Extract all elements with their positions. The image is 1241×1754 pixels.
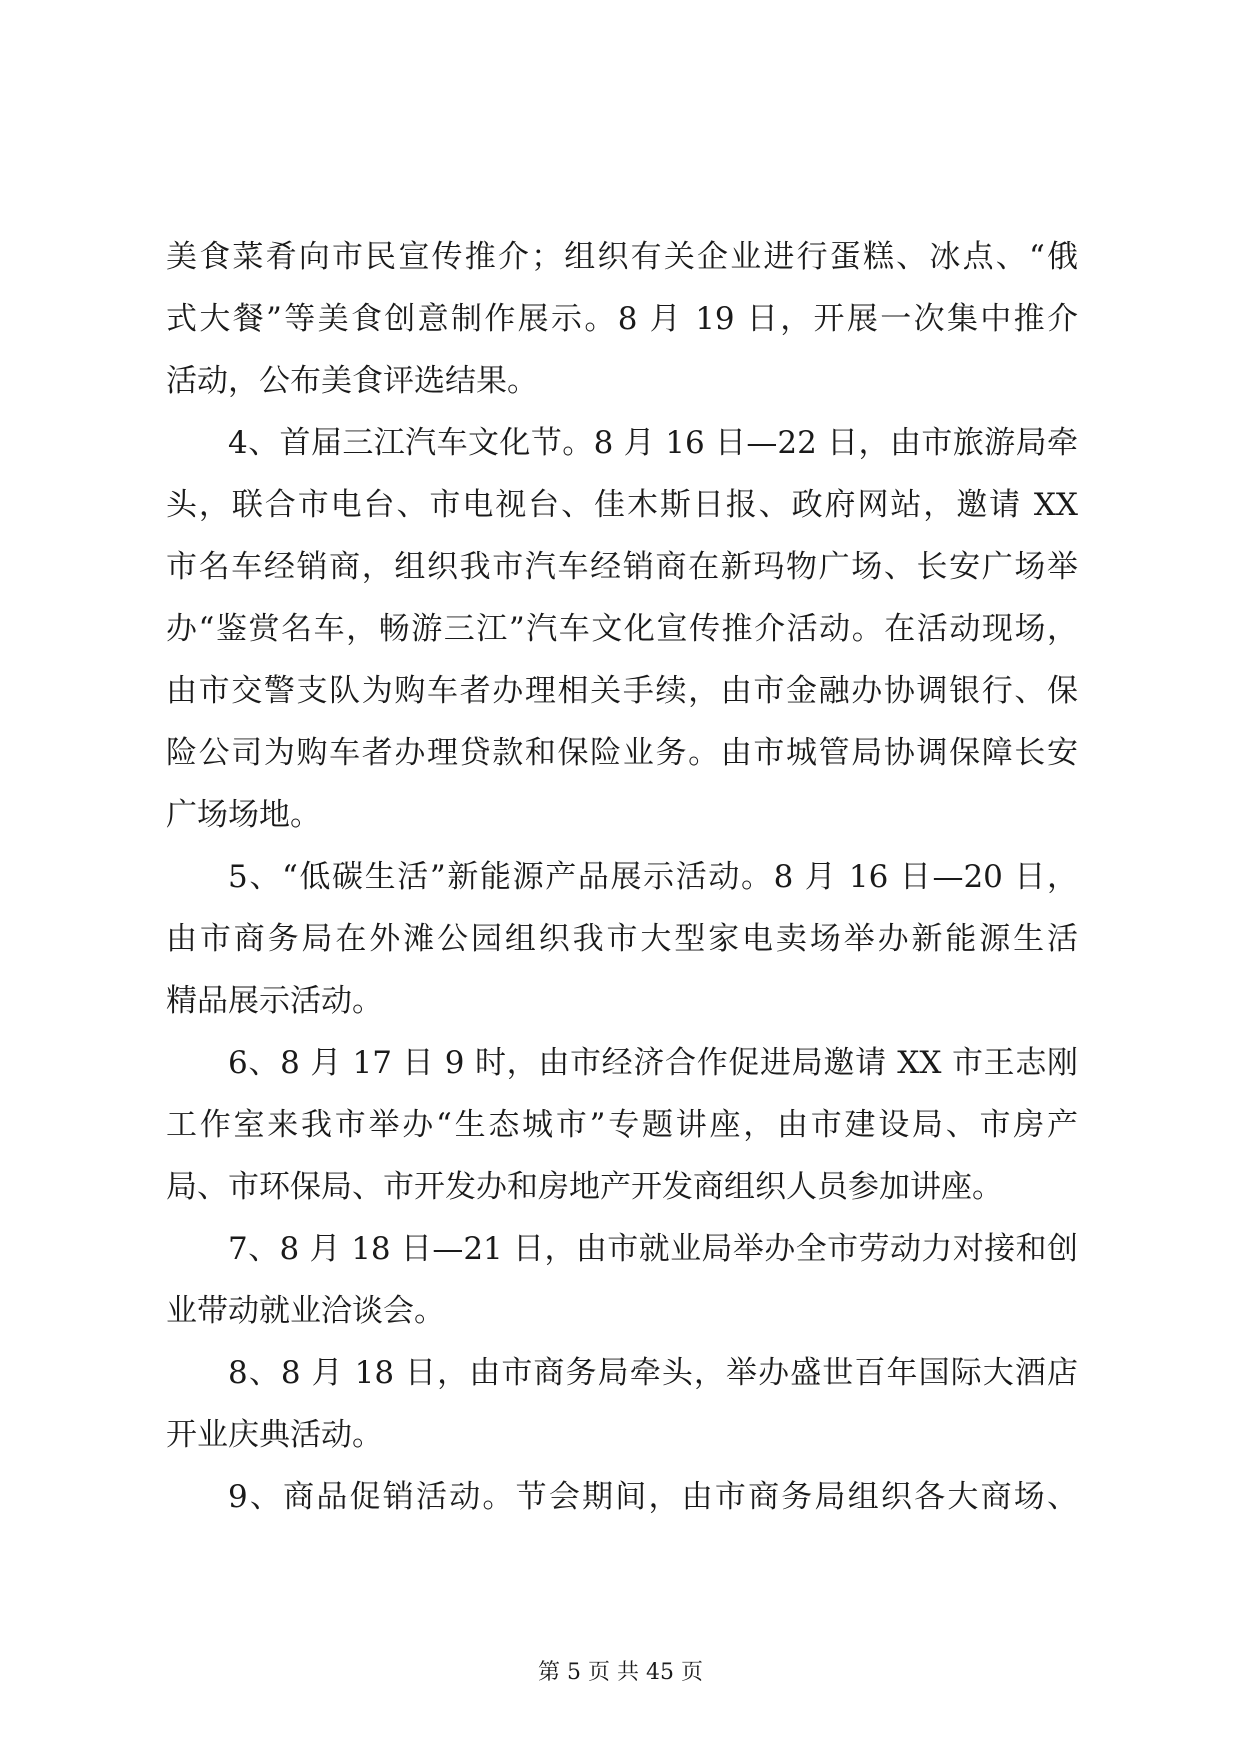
text-line: 7、8 月 18 日—21 日，由市就业局举办全市劳动力对接和创 (228, 1231, 1078, 1267)
text-line: 业带动就业洽谈会。 (166, 1293, 445, 1329)
text-line: 头，联合市电台、市电视台、佳木斯日报、政府网站，邀请 XX (166, 487, 1078, 523)
text-line: 6、8 月 17 日 9 时，由市经济合作促进局邀请 XX 市王志刚 (228, 1045, 1078, 1081)
text-line: 美食菜肴向市民宣传推介；组织有关企业进行蛋糕、冰点、“俄 (166, 239, 1078, 275)
text-line: 4、首届三江汽车文化节。8 月 16 日—22 日，由市旅游局牵 (228, 425, 1078, 461)
text-line: 开业庆典活动。 (166, 1417, 383, 1453)
text-line: 活动，公布美食评选结果。 (166, 363, 538, 399)
text-line: 险公司为购车者办理贷款和保险业务。由市城管局协调保障长安 (166, 735, 1078, 771)
text-line: 局、市环保局、市开发办和房地产开发商组织人员参加讲座。 (166, 1169, 1003, 1205)
text-line: 工作室来我市举办“生态城市”专题讲座，由市建设局、市房产 (166, 1107, 1078, 1143)
text-line: 办“鉴赏名车，畅游三江”汽车文化宣传推介活动。在活动现场， (166, 611, 1078, 647)
text-line: 精品展示活动。 (166, 983, 383, 1019)
page-footer: 第 5 页 共 45 页 (538, 1660, 703, 1685)
text-line: 由市商务局在外滩公园组织我市大型家电卖场举办新能源生活 (166, 921, 1078, 957)
text-line: 市名车经销商，组织我市汽车经销商在新玛物广场、长安广场举 (166, 549, 1078, 585)
text-line: 由市交警支队为购车者办理相关手续，由市金融办协调银行、保 (166, 673, 1078, 709)
text-line: 广场场地。 (166, 797, 321, 833)
text-line: 5、“低碳生活”新能源产品展示活动。8 月 16 日—20 日， (228, 859, 1078, 895)
text-line: 9、商品促销活动。节会期间，由市商务局组织各大商场、 (228, 1479, 1078, 1515)
document-body (166, 226, 1078, 1528)
text-line: 式大餐”等美食创意制作展示。8 月 19 日，开展一次集中推介 (166, 301, 1078, 337)
text-line: 8、8 月 18 日，由市商务局牵头，举办盛世百年国际大酒店 (228, 1355, 1078, 1391)
